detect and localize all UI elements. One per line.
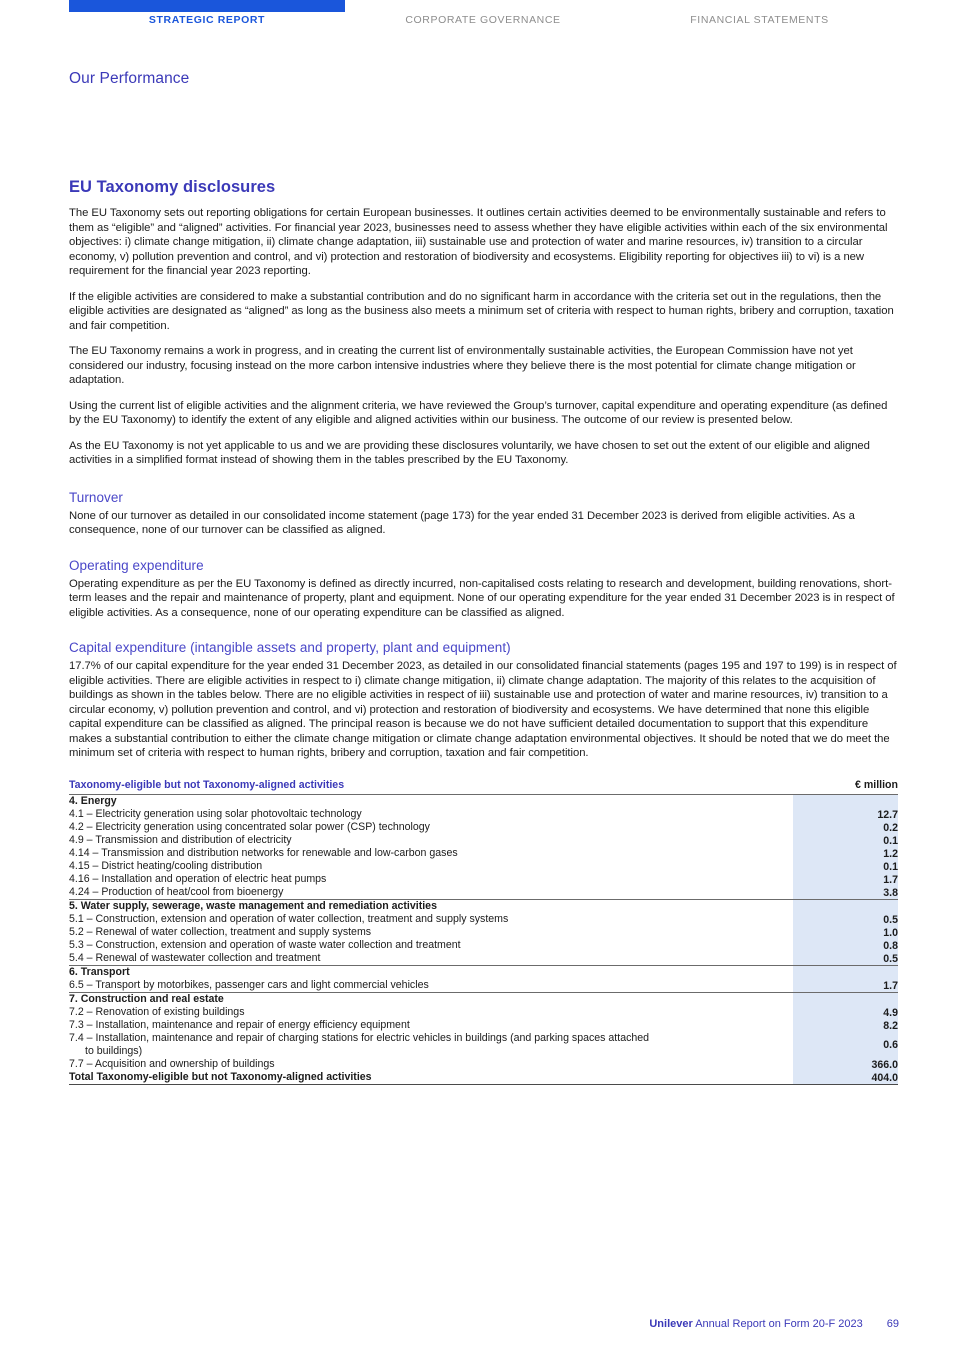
table-row	[69, 1006, 898, 1019]
activity-value-cell: 4.9	[793, 1006, 898, 1019]
table-group-row	[69, 795, 898, 809]
activity-value-cell	[793, 966, 898, 980]
intro-paragraph-5: As the EU Taxonomy is not yet applicable to us and we are providing these disclosures voluntarily, we have chosen to set out the extent of our eligible and aligned activities in a simplified format instead of showing them in the tables prescribed by the EU Taxonomy.	[69, 439, 870, 466]
intro-paragraph-2: If the eligible activities are considered to make a substantial contribution and do no significant harm in accordance with the criteria set out in the regulations, then the eligible activities are designated as “aligned” as long as the business also meets a minimum set of criteria with respect to human rights, bribery and corruption, taxation and fair competition.	[69, 290, 894, 332]
activity-description-cell: 5. Water supply, sewerage, waste management and remediation activities	[69, 900, 793, 914]
activity-description-cell: 4.1 – Electricity generation using solar photovoltaic technology	[69, 808, 362, 820]
footer-document-title: Annual Report on Form 20-F 2023	[692, 1318, 863, 1330]
table-row	[69, 926, 898, 939]
intro-paragraph-4: Using the current list of eligible activities and the alignment criteria, we have reviewed the Group’s turnover, capital expenditure and operating expenditure (as defined by the EU Taxonomy) to identify the extent of any eligible and aligned activities within our business. The outcome of our review is presented below.	[69, 399, 888, 426]
activity-description-cell: 4.24 – Production of heat/cool from bioenergy	[69, 886, 284, 898]
activity-value-cell: 12.7	[793, 808, 898, 821]
operating-expenditure-heading: Operating expenditure	[69, 557, 204, 573]
table-row	[69, 952, 898, 966]
capital-expenditure-paragraph: 17.7% of our capital expenditure for the year ended 31 December 2023, as detailed in our consolidated financial statements (pages 195 and 197 to 199) is in respect of eligible activities. There are eligible activities in respect to i) climate change mitigation, ii) climate change adaptation. The majority of this relates to the acquisition of buildings as shown in the tables below. There are no eligible activities in respect of iii) sustainable use and protection of water and marine resources, iv) transition to a circular economy, v) pollution prevention and control, and vi) protection and restoration of biodiversity and ecosystems. We have determined that none this eligible capital expenditure can be classified as aligned. The principal reason is because we do not have sufficient detailed documentation to support that this expenditure makes a substantial contribution to either the climate change mitigation or climate change adaptation environmental objectives. It should be noted that we do meet the minimum set of criteria with respect to human rights, bribery and corruption, taxation and fair competition.	[69, 660, 897, 759]
activity-value-cell: 0.6	[793, 1032, 898, 1058]
activity-description-cell: 5.4 – Renewal of wastewater collection and treatment	[69, 952, 321, 964]
capital-expenditure-section	[69, 640, 898, 761]
intro-paragraph-3: The EU Taxonomy remains a work in progress, and in creating the current list of environmentally sustainable activities, the European Commission have not yet considered our industry, focusing instead on the more carbon intensive industries where they believe there is the most potential for climate change mitigation or adaptation.	[69, 345, 856, 386]
activity-description-cell: 7.4 – Installation, maintenance and repair of charging stations for electric vehicles in buildings (and parking spaces attached to buildings)	[69, 1032, 793, 1058]
activity-value-cell: 0.8	[793, 939, 898, 952]
table-group-row	[69, 993, 898, 1007]
activity-value-cell: 404.0	[793, 1071, 898, 1085]
table-row	[69, 886, 898, 900]
operating-expenditure-section	[69, 558, 898, 621]
table-row	[69, 808, 898, 821]
active-tab-accent-bar	[69, 0, 345, 12]
activity-description-cell: 7.2 – Renovation of existing buildings	[69, 1006, 245, 1018]
activity-description-cell: 7.7 – Acquisition and ownership of buildings	[69, 1058, 275, 1070]
nav-tab-corporate-governance[interactable]: CORPORATE GOVERNANCE	[405, 14, 561, 26]
table-row	[69, 834, 898, 847]
activity-description-continued: to buildings)	[85, 1045, 143, 1057]
activity-description-cell: 5.2 – Renewal of water collection, treatment and supply systems	[69, 926, 372, 938]
nav-tab-list	[69, 14, 898, 26]
activity-value-cell: 0.1	[793, 860, 898, 873]
table-row	[69, 821, 898, 834]
table-header-row	[69, 777, 898, 795]
taxonomy-table	[69, 777, 898, 1086]
activity-description-cell: 5.3 – Construction, extension and operation of waste water collection and treatment	[69, 939, 461, 951]
table-header-activities: Taxonomy-eligible but not Taxonomy-aligned activities	[69, 777, 793, 795]
activity-value-cell: 1.7	[793, 979, 898, 993]
turnover-heading: Turnover	[69, 489, 123, 505]
turnover-section	[69, 490, 898, 538]
footer-page-number: 69	[886, 1318, 899, 1330]
main-content	[69, 178, 898, 1085]
activity-value-cell: 8.2	[793, 1019, 898, 1032]
nav-tab-strategic-report[interactable]: STRATEGIC REPORT	[148, 14, 266, 26]
activity-description-cell: 5.1 – Construction, extension and operation of water collection, treatment and supply systems	[69, 913, 509, 925]
table-row	[69, 939, 898, 952]
activity-description-cell: Total Taxonomy-eligible but not Taxonomy-aligned activities	[69, 1071, 793, 1085]
activity-description-cell: 6. Transport	[69, 966, 793, 980]
activity-value-cell: 0.5	[793, 952, 898, 966]
footer-brand: Unilever	[649, 1318, 693, 1330]
activity-value-cell	[793, 795, 898, 809]
activity-value-cell: 1.0	[793, 926, 898, 939]
activity-value-cell: 1.2	[793, 847, 898, 860]
table-row	[69, 1058, 898, 1071]
activity-description-cell: 4.16 – Installation and operation of electric heat pumps	[69, 873, 327, 885]
taxonomy-table-wrapper	[69, 777, 898, 1086]
nav-tab-financial-statements[interactable]: FINANCIAL STATEMENTS	[690, 14, 829, 26]
activity-description-cell: 7.3 – Installation, maintenance and repair of energy efficiency equipment	[69, 1019, 410, 1031]
table-row	[69, 913, 898, 926]
table-row	[69, 979, 898, 993]
table-header-value: € million	[793, 777, 898, 795]
activity-description-cell: 4.9 – Transmission and distribution of electricity	[69, 834, 292, 846]
activity-value-cell	[793, 993, 898, 1007]
top-navigation	[0, 0, 968, 36]
breadcrumb: Our Performance	[69, 70, 190, 87]
table-row	[69, 1032, 898, 1058]
activity-value-cell: 366.0	[793, 1058, 898, 1071]
activity-value-cell: 1.7	[793, 873, 898, 886]
activity-value-cell: 3.8	[793, 886, 898, 900]
table-row	[69, 1019, 898, 1032]
page-title: EU Taxonomy disclosures	[69, 178, 276, 196]
table-head	[69, 777, 898, 795]
activity-value-cell	[793, 900, 898, 914]
table-body	[69, 795, 898, 1085]
activity-value-cell: 0.2	[793, 821, 898, 834]
table-row	[69, 860, 898, 873]
operating-expenditure-paragraph: Operating expenditure as per the EU Taxonomy is defined as directly incurred, non-capitalised costs relating to research and development, building renovations, short-term leases and the repair and maintenance of property, plant and equipment. None of our operating expenditure for the year ended 31 December 2023 is in respect of eligible activities. As a consequence, none of our operating expenditure can be classified as aligned.	[69, 577, 895, 619]
table-row	[69, 847, 898, 860]
table-group-row	[69, 966, 898, 980]
activity-description-cell: 4. Energy	[69, 795, 117, 807]
activity-description-cell: 4.15 – District heating/cooling distribution	[69, 860, 263, 872]
capital-expenditure-heading: Capital expenditure (intangible assets and property, plant and equipment)	[69, 640, 511, 655]
activity-value-cell: 0.5	[793, 913, 898, 926]
turnover-paragraph: None of our turnover as detailed in our consolidated income statement (page 173) for the year ended 31 December 2023 is derived from eligible activities. As a consequence, none of our turnover can be classified as aligned.	[69, 509, 855, 536]
table-total-row	[69, 1071, 898, 1085]
activity-description-cell: 4.2 – Electricity generation using concentrated solar power (CSP) technology	[69, 821, 430, 833]
activity-value-cell: 0.1	[793, 834, 898, 847]
activity-description-cell: 4.14 – Transmission and distribution networks for renewable and low-carbon gases	[69, 847, 458, 859]
intro-paragraph-1: The EU Taxonomy sets out reporting obligations for certain European businesses. It outlines certain activities deemed to be environmentally sustainable and refers to them as “eligible” and “aligned” activities. For financial year 2023, businesses need to assess whether they have eligible activities within each of the six environmental objectives: i) climate change mitigation, ii) climate change adaptation, iii) sustainable use and protection of water and marine resources, iv) transition to a circular economy, v) pollution prevention and control, and vi) protection and restoration of biodiversity and ecosystems. Eligibility reporting for objectives iii) to vi) is a new requirement for the financial year 2023 reporting.	[69, 207, 888, 277]
activity-description-cell: 7. Construction and real estate	[69, 993, 793, 1007]
table-row	[69, 873, 898, 886]
table-group-row	[69, 900, 898, 914]
page-footer	[0, 1318, 968, 1330]
activity-description-cell: 6.5 – Transport by motorbikes, passenger cars and light commercial vehicles	[69, 979, 429, 991]
